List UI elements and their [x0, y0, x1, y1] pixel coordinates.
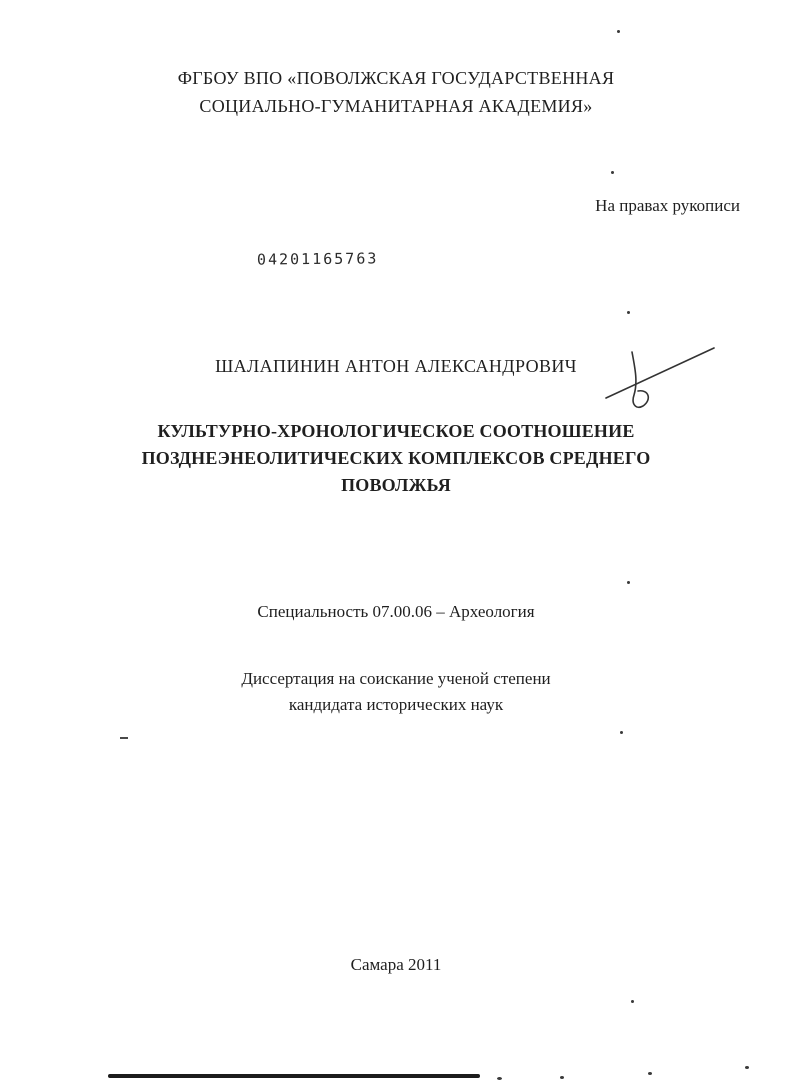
institution-line-1: ФГБОУ ВПО «ПОВОЛЖСКАЯ ГОСУДАРСТВЕННАЯ	[177, 68, 615, 88]
registration-number-stamp: 04201165763	[256, 249, 379, 269]
scan-artifact-speck	[497, 1077, 502, 1080]
dissertation-title	[0, 418, 792, 499]
institution-line-2: СОЦИАЛЬНО-ГУМАНИТАРНАЯ АКАДЕМИЯ»	[199, 96, 593, 116]
manuscript-rights-note: На правах рукописи	[595, 196, 740, 215]
scan-artifact-speck	[745, 1066, 749, 1069]
scan-artifact-dot	[617, 30, 620, 33]
degree-line-1: Диссертация на соискание ученой степени	[241, 669, 551, 688]
dissertation-title-line-2: ПОЗДНЕЭНЕОЛИТИЧЕСКИХ КОМПЛЕКСОВ СРЕДНЕГО	[141, 448, 651, 468]
dissertation-title-line-1: КУЛЬТУРНО-ХРОНОЛОГИЧЕСКОЕ СООТНОШЕНИЕ	[157, 421, 635, 441]
dissertation-title-line-3: ПОВОЛЖЬЯ	[341, 475, 451, 495]
scan-artifact-dash	[120, 737, 128, 739]
scan-artifact-dot	[627, 311, 630, 314]
scan-artifact-speck	[648, 1072, 652, 1075]
author-name: ШАЛАПИНИН АНТОН АЛЕКСАНДРОВИЧ	[215, 356, 577, 376]
scan-edge-line	[108, 1074, 480, 1078]
specialty-line: Специальность 07.00.06 – Археология	[257, 602, 535, 621]
degree-line-2: кандидата исторических наук	[288, 695, 504, 714]
institution-name	[0, 64, 792, 120]
scan-artifact-dot	[620, 731, 623, 734]
city-year: Самара 2011	[350, 955, 442, 974]
scan-artifact-dot	[611, 171, 614, 174]
scan-artifact-dot	[631, 1000, 634, 1003]
degree-statement	[0, 666, 792, 718]
scan-artifact-speck	[560, 1076, 564, 1079]
scan-artifact-dot	[627, 581, 630, 584]
handwritten-signature-mark	[602, 340, 720, 416]
